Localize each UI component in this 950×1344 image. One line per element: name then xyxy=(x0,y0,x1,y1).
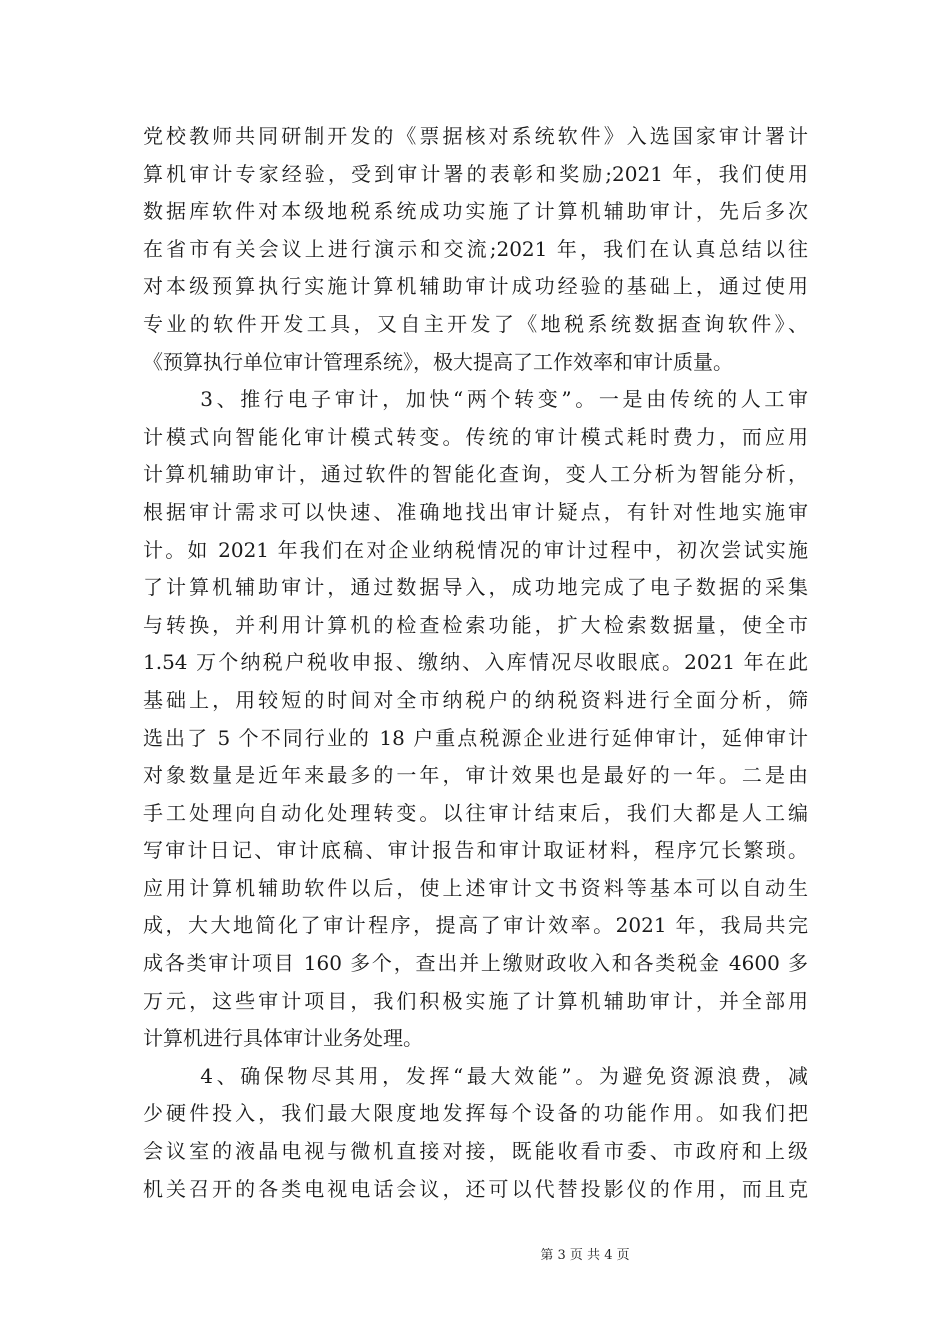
text-line: 与转换，并利用计算机的检查检索功能，扩大检索数据量，使全市 xyxy=(143,612,808,637)
text-line: 对象数量是近年来最多的一年，审计效果也是最好的一年。二是由 xyxy=(143,763,808,788)
text-line: 万元，这些审计项目，我们积极实施了计算机辅助审计，并全部用 xyxy=(143,988,808,1013)
text-line: 专业的软件开发工具，又自主开发了《地税系统数据查询软件》、 xyxy=(143,311,808,336)
text-line: 《预算执行单位审计管理系统》，极大提高了工作效率和审计质量。 xyxy=(143,349,733,374)
text-line: 成，大大地简化了审计程序，提高了审计效率。2021 年，我局共完 xyxy=(143,913,808,938)
text-line: 手工处理向自动化处理转变。以往审计结束后，我们大都是人工编 xyxy=(143,800,808,825)
text-line: 应用计算机辅助软件以后，使上述审计文书资料等基本可以自动生 xyxy=(143,875,808,900)
text-line: 算机审计专家经验，受到审计署的表彰和奖励;2021 年，我们使用 xyxy=(143,161,808,186)
text-line: 会议室的液晶电视与微机直接对接，既能收看市委、市政府和上级 xyxy=(143,1139,808,1164)
text-line: 选出了 5 个不同行业的 18 户重点税源企业进行延伸审计，延伸审计 xyxy=(143,725,808,750)
text-line: 3、推行电子审计，加快“两个转变”。一是由传统的人工审 xyxy=(143,387,808,412)
text-line: 了计算机辅助审计，通过数据导入，成功地完成了电子数据的采集 xyxy=(143,575,808,600)
text-line: 4、确保物尽其用，发挥“最大效能”。为避免资源浪费，减 xyxy=(143,1063,808,1088)
text-line: 机关召开的各类电视电话会议，还可以代替投影仪的作用，而且克 xyxy=(143,1176,808,1201)
body-text xyxy=(143,118,808,1208)
text-line: 计算机进行具体审计业务处理。 xyxy=(143,1026,423,1051)
text-line: 少硬件投入，我们最大限度地发挥每个设备的功能作用。如我们把 xyxy=(143,1101,808,1126)
text-line: 计算机辅助审计，通过软件的智能化查询，变人工分析为智能分析， xyxy=(143,462,808,487)
text-line: 党校教师共同研制开发的《票据核对系统软件》入选国家审计署计 xyxy=(143,124,808,148)
page-number-label: 第 3 页 共 4 页 xyxy=(540,1248,630,1263)
text-line: 计模式向智能化审计模式转变。传统的审计模式耗时费力，而应用 xyxy=(143,424,808,449)
text-line: 成各类审计项目 160 多个，查出并上缴财政收入和各类税金 4600 多 xyxy=(143,951,808,976)
text-line: 在省市有关会议上进行演示和交流;2021 年，我们在认真总结以往 xyxy=(143,236,808,261)
text-line: 基础上，用较短的时间对全市纳税户的纳税资料进行全面分析，筛 xyxy=(143,687,808,712)
text-line: 写审计日记、审计底稿、审计报告和审计取证材料，程序冗长繁琐。 xyxy=(143,838,808,863)
text-line: 计。如 2021 年我们在对企业纳税情况的审计过程中，初次尝试实施 xyxy=(143,537,808,562)
text-line: 数据库软件对本级地税系统成功实施了计算机辅助审计，先后多次 xyxy=(143,199,808,224)
text-line: 对本级预算执行实施计算机辅助审计成功经验的基础上，通过使用 xyxy=(143,274,808,299)
text-line: 1.54 万个纳税户税收申报、缴纳、入库情况尽收眼底。2021 年在此 xyxy=(143,650,808,675)
text-line: 根据审计需求可以快速、准确地找出审计疑点，有针对性地实施审 xyxy=(143,499,808,524)
page-footer xyxy=(0,1244,950,1263)
